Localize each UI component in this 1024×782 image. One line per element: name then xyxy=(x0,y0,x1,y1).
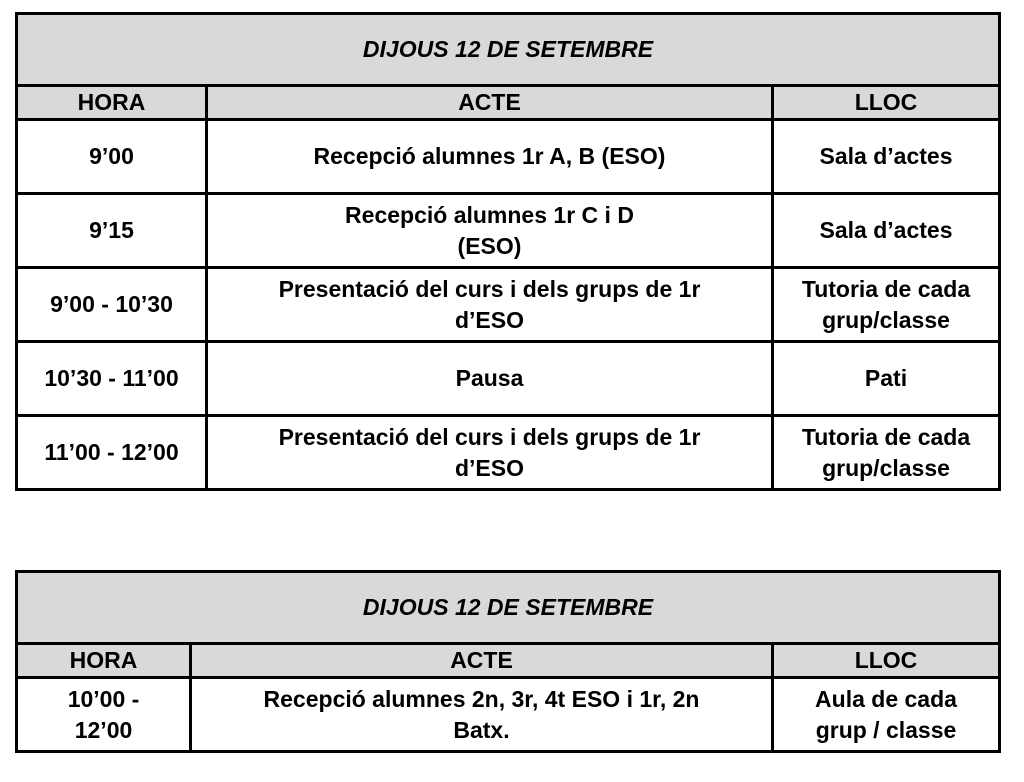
table-title-row xyxy=(17,14,1000,86)
cell-lloc: Sala d’actes xyxy=(773,194,1000,268)
cell-hora: 9’00 xyxy=(17,120,207,194)
column-header-hora: HORA xyxy=(17,86,207,120)
table-header-row xyxy=(17,86,1000,120)
schedule-table-1 xyxy=(15,12,1001,491)
cell-lloc: Tutoria de cada grup/classe xyxy=(773,416,1000,490)
cell-lloc: Pati xyxy=(773,342,1000,416)
cell-acte: Presentació del curs i dels grups de 1r d’ESO xyxy=(207,416,773,490)
cell-hora: 11’00 - 12’00 xyxy=(17,416,207,490)
table-row xyxy=(17,120,1000,194)
cell-acte: Recepció alumnes 1r A, B (ESO) xyxy=(207,120,773,194)
cell-lloc: Sala d’actes xyxy=(773,120,1000,194)
table-title: DIJOUS 12 DE SETEMBRE xyxy=(17,14,1000,86)
table-row xyxy=(17,194,1000,268)
cell-acte: Recepció alumnes 1r C i D (ESO) xyxy=(207,194,773,268)
cell-lloc: Aula de cada grup / classe xyxy=(773,678,1000,752)
table-row xyxy=(17,268,1000,342)
table-row xyxy=(17,416,1000,490)
table-row xyxy=(17,678,1000,752)
cell-acte: Recepció alumnes 2n, 3r, 4t ESO i 1r, 2n Batx. xyxy=(191,678,773,752)
cell-hora: 9’15 xyxy=(17,194,207,268)
table-title-row xyxy=(17,572,1000,644)
cell-hora: 9’00 - 10’30 xyxy=(17,268,207,342)
cell-lloc: Tutoria de cada grup/classe xyxy=(773,268,1000,342)
table-title: DIJOUS 12 DE SETEMBRE xyxy=(17,572,1000,644)
cell-acte: Pausa xyxy=(207,342,773,416)
table-header-row xyxy=(17,644,1000,678)
column-header-lloc: LLOC xyxy=(773,86,1000,120)
column-header-lloc: LLOC xyxy=(773,644,1000,678)
column-header-hora: HORA xyxy=(17,644,191,678)
schedule-table-2 xyxy=(15,570,1001,753)
cell-acte: Presentació del curs i dels grups de 1r d’ESO xyxy=(207,268,773,342)
cell-hora: 10’30 - 11’00 xyxy=(17,342,207,416)
cell-hora: 10’00 - 12’00 xyxy=(17,678,191,752)
column-header-acte: ACTE xyxy=(207,86,773,120)
column-header-acte: ACTE xyxy=(191,644,773,678)
table-row xyxy=(17,342,1000,416)
